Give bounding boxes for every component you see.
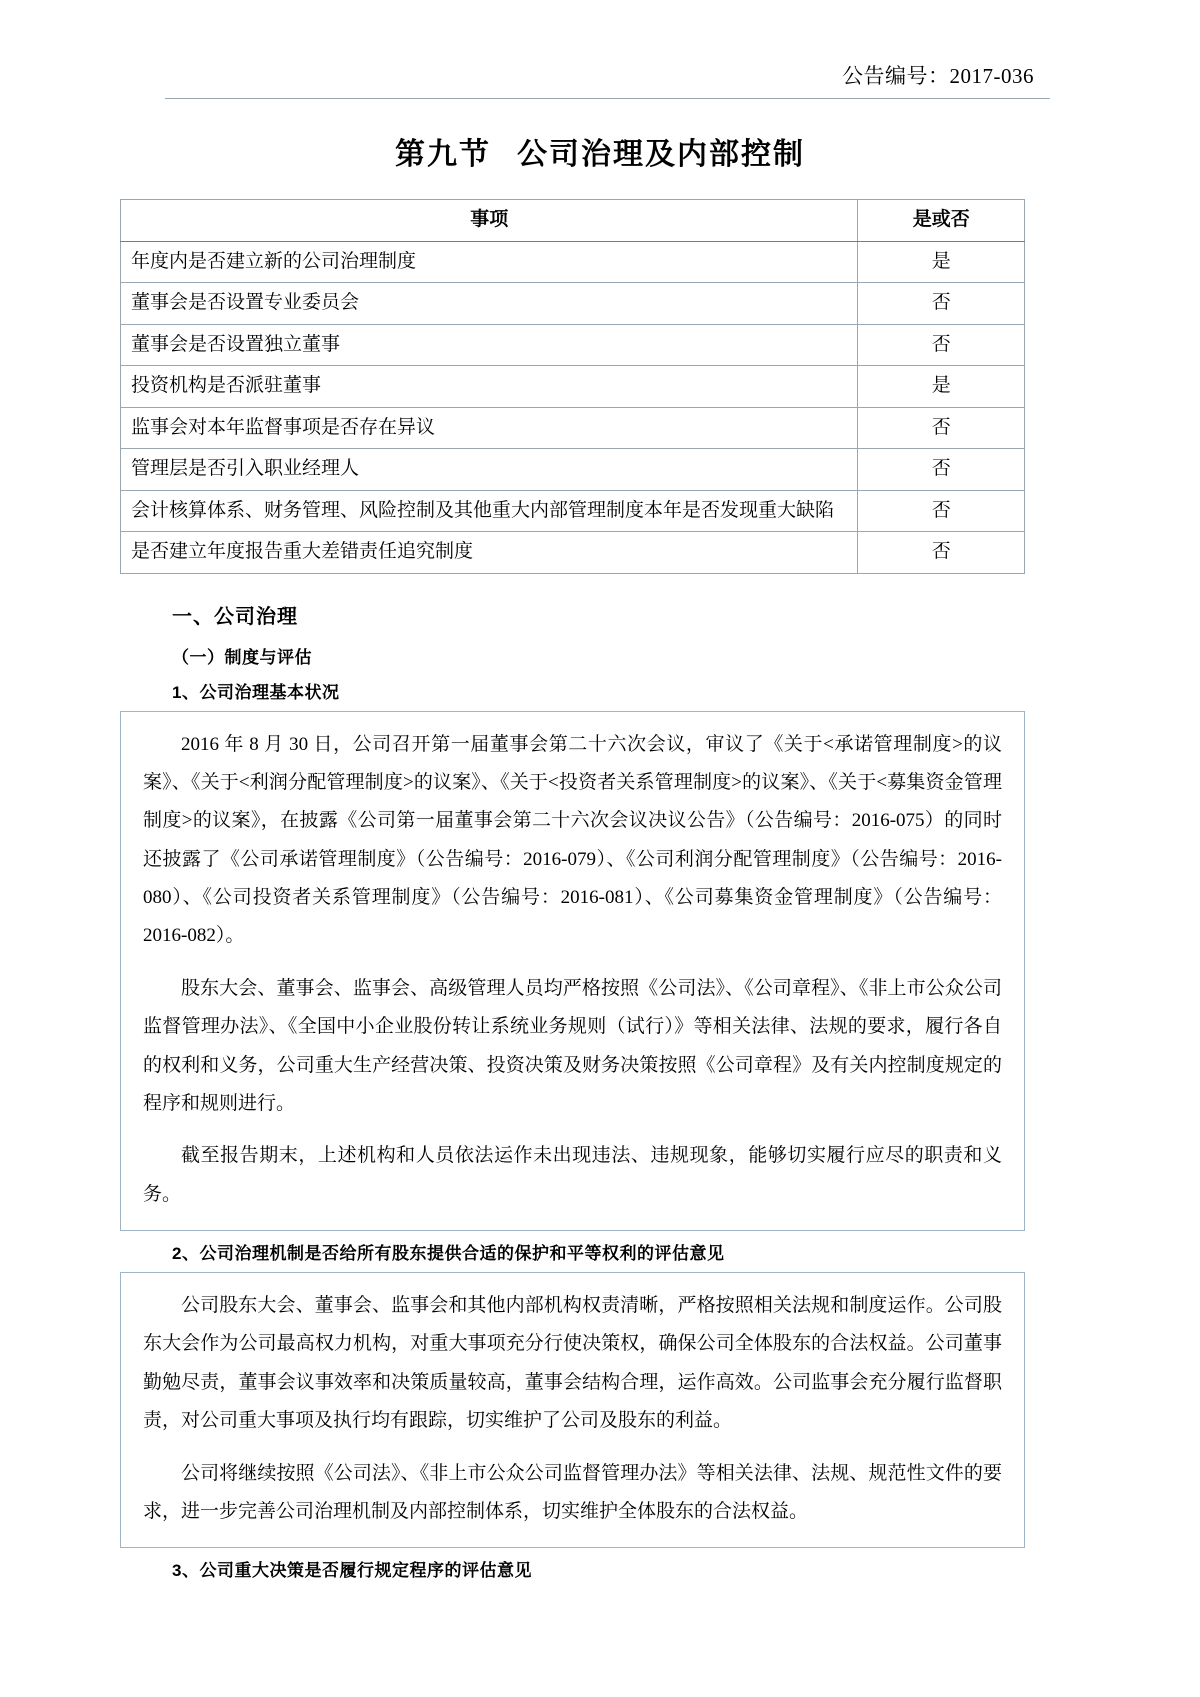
table-cell-value: 否	[858, 490, 1025, 532]
paragraph: 公司股东大会、董事会、监事会和其他内部机构权责清晰，严格按照相关法规和制度运作。公司股东大会作为公司最高权力机构，对重大事项充分行使决策权，确保公司全体股东的合法权益。公司董事勤勉尽责，董事会议事效率和决策质量较高，董事会结构合理，运作高效。公司监事会充分履行监督职责，对公司重大事项及执行均有跟踪，切实维护了公司及股东的利益。	[143, 1295, 1002, 1432]
table-row	[121, 449, 1025, 491]
heading-system-and-evaluation: （一）制度与评估	[172, 647, 312, 667]
page-title	[110, 129, 1090, 173]
table-row	[121, 366, 1025, 408]
table-row	[121, 324, 1025, 366]
paragraph: 截至报告期末，上述机构和人员依法运作未出现违法、违规现象，能够切实履行应尽的职责和义务。	[143, 1145, 1002, 1205]
table-cell-item: 管理层是否引入职业经理人	[121, 449, 858, 491]
table-cell-item: 董事会是否设置独立董事	[121, 324, 858, 366]
table-row	[121, 407, 1025, 449]
table-cell-item: 投资机构是否派驻董事	[121, 366, 858, 408]
table-row	[121, 532, 1025, 574]
text-box-item-2	[120, 1272, 1025, 1548]
table-cell-value: 否	[858, 407, 1025, 449]
paragraph: 2016 年 8 月 30 日，公司召开第一届董事会第二十六次会议，审议了《关于<承诺管理制度>的议案》、《关于<利润分配管理制度>的议案》、《关于<投资者关系管理制度>的议案》、《关于<募集资金管理制度>的议案》，在披露《公司第一届董事会第二十六次会议决议公告》（公告编号：2016-075）的同时还披露了《公司承诺管理制度》（公告编号：2016-079）、《公司利润分配管理制度》（公告编号：2016-080）、《公司投资者关系管理制度》（公告编号：2016-081）、《公司募集资金管理制度》（公告编号：2016-082）。	[143, 733, 1002, 947]
table-cell-value: 否	[858, 449, 1025, 491]
paragraph: 股东大会、董事会、监事会、高级管理人员均严格按照《公司法》、《公司章程》、《非上市公众公司监督管理办法》、《全国中小企业股份转让系统业务规则（试行）》等相关法律、法规的要求，履行各自的权利和义务，公司重大生产经营决策、投资决策及财务决策按照《公司章程》及有关内控制度规定的程序和规则进行。	[143, 977, 1002, 1114]
table-cell-item: 是否建立年度报告重大差错责任追究制度	[121, 532, 858, 574]
table-cell-item: 年度内是否建立新的公司治理制度	[121, 241, 858, 283]
column-header-value: 是或否	[858, 200, 1025, 242]
page-title-main: 公司治理及内部控制	[517, 138, 805, 171]
announcement-number: 公告编号：2017-036	[842, 64, 1034, 88]
table-cell-value: 否	[858, 324, 1025, 366]
table-cell-item: 监事会对本年监督事项是否存在异议	[121, 407, 858, 449]
table-cell-item: 董事会是否设置专业委员会	[121, 283, 858, 325]
table-header	[121, 200, 1025, 242]
table-cell-value: 否	[858, 532, 1025, 574]
table-cell-value: 是	[858, 241, 1025, 283]
table-row	[121, 283, 1025, 325]
heading-item-3: 3、公司重大决策是否履行规定程序的评估意见	[172, 1561, 532, 1581]
table-cell-item: 会计核算体系、财务管理、风险控制及其他重大内部管理制度本年是否发现重大缺陷	[121, 490, 858, 532]
table-body	[121, 241, 1025, 573]
column-header-item: 事项	[121, 200, 858, 242]
governance-table	[120, 199, 1025, 574]
table-row	[121, 241, 1025, 283]
heading-item-1: 1、公司治理基本状况	[172, 682, 340, 702]
paragraph: 公司将继续按照《公司法》、《非上市公众公司监督管理办法》等相关法律、法规、规范性文件的要求，进一步完善公司治理机制及内部控制体系，切实维护全体股东的合法权益。	[143, 1462, 1002, 1522]
table-header-row	[121, 200, 1025, 242]
table-row	[121, 490, 1025, 532]
heading-item-2: 2、公司治理机制是否给所有股东提供合适的保护和平等权利的评估意见	[172, 1244, 725, 1263]
header-divider	[165, 98, 1050, 99]
text-box-item-1	[120, 711, 1025, 1232]
heading-governance: 一、公司治理	[172, 605, 298, 628]
table-cell-value: 是	[858, 366, 1025, 408]
table-cell-value: 否	[858, 283, 1025, 325]
page-title-prefix: 第九节	[395, 138, 491, 171]
